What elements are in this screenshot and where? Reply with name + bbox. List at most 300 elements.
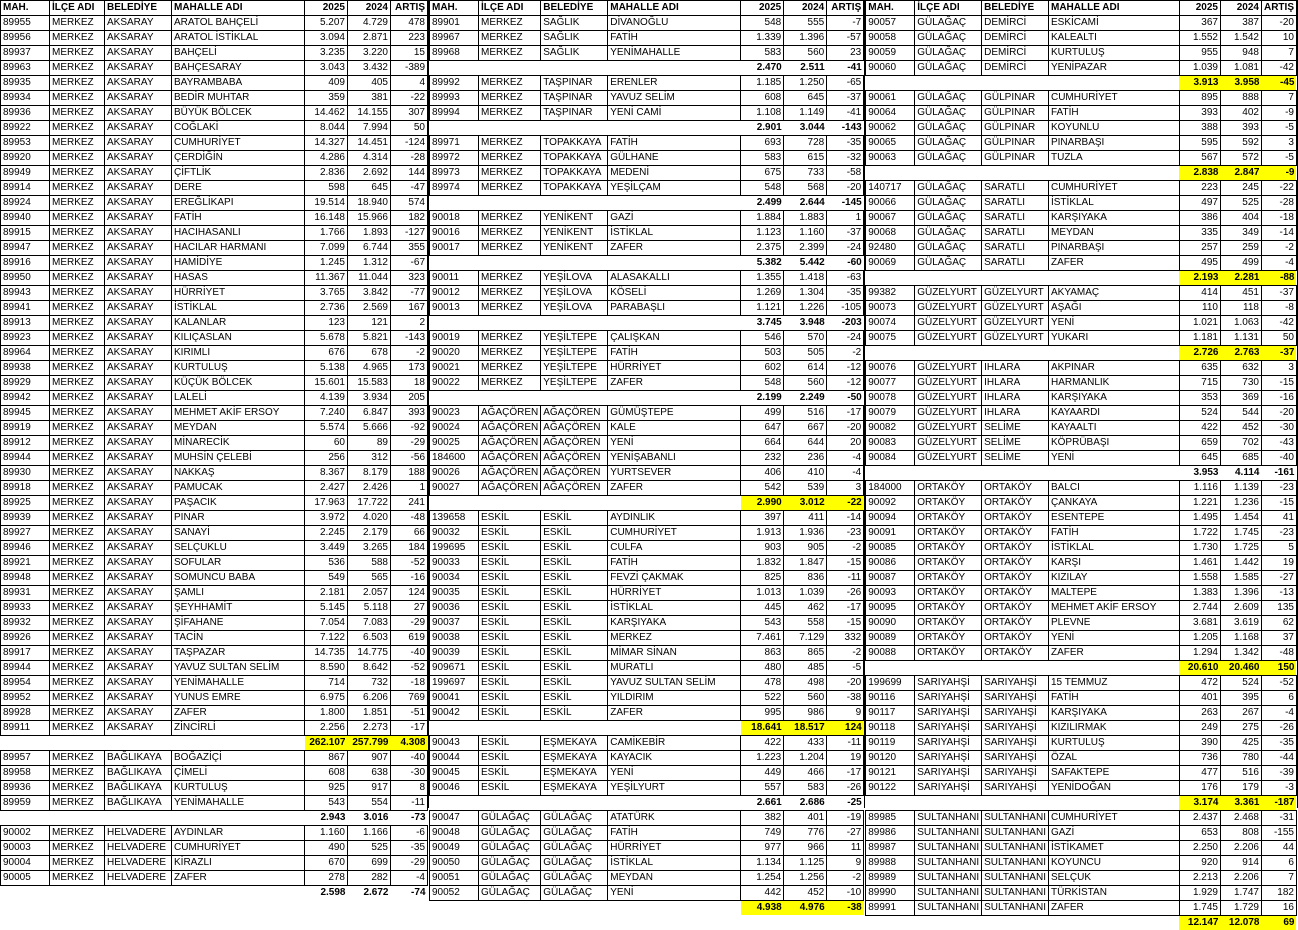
table-row[interactable] [430,331,864,346]
cell-belediye: AKSARAY [105,271,172,286]
table-row[interactable] [866,856,1297,871]
cell-mahalle: HARMANLIK [1048,376,1179,391]
cell-ilce: SARIYAHŞİ [915,766,982,781]
table-row[interactable] [866,256,1297,271]
table-row[interactable] [866,16,1297,31]
table-row[interactable] [430,361,864,376]
cell-mahalle: SELÇUKLU [172,541,305,556]
table-row[interactable] [430,451,864,466]
table-row[interactable] [866,301,1297,316]
table-row[interactable] [866,826,1297,841]
table-row[interactable] [866,121,1297,136]
cell-ilce: ORTAKÖY [915,541,982,556]
cell-mah: 89994 [430,106,479,121]
table-row[interactable] [430,91,864,106]
cell-2025: 1.254 [741,871,784,886]
cell-2025: 1.552 [1179,31,1220,46]
cell-mahalle: GÜMÜŞTEPE [608,406,741,421]
table-row[interactable] [430,541,864,556]
cell-artis: 11 [827,841,864,856]
table-row[interactable] [430,226,864,241]
cell-ilce: GÜZELYURT [915,361,982,376]
table-row[interactable] [430,586,864,601]
cell-artis: 205 [391,391,428,406]
cell-belediye: SULTANHANI [982,886,1049,901]
table-row[interactable] [1,571,428,586]
table-row[interactable] [430,166,864,181]
cell-2024: 1.747 [1220,886,1261,901]
table-row[interactable] [430,436,864,451]
table-row[interactable] [866,766,1297,781]
cell-ilce: SULTANHANI [915,841,982,856]
table-row[interactable] [1,76,428,91]
cell-mah: 89937 [1,46,50,61]
table-row[interactable] [430,691,864,706]
table-row[interactable] [430,631,864,646]
table-row[interactable] [866,196,1297,211]
spacer [430,796,479,811]
spacer [50,736,105,751]
cell-2025: 2.245 [305,526,348,541]
cell-belediye: ESKİL [541,586,608,601]
table-row[interactable] [866,286,1297,301]
table-row[interactable] [866,781,1297,796]
table-row[interactable] [1,421,428,436]
cell-2025: 2.213 [1179,871,1220,886]
header-artis: ARTIŞ [827,1,864,16]
table-row[interactable] [1,466,428,481]
table-row[interactable] [430,136,864,151]
table-row[interactable] [430,481,864,496]
cell-mah: 89923 [1,331,50,346]
cell-mah: 909671 [430,661,479,676]
cell-mah: 90068 [866,226,915,241]
table-row[interactable] [1,436,428,451]
cell-ilce: MERKEZ [50,211,105,226]
table-row[interactable] [1,376,428,391]
cell-artis: 619 [391,631,428,646]
table-row[interactable] [430,346,864,361]
table-row[interactable] [866,136,1297,151]
cell-belediye: AKSARAY [105,31,172,46]
table-row[interactable] [1,361,428,376]
table-row[interactable] [430,46,864,61]
cell-2025: 449 [741,766,784,781]
table-row[interactable] [866,811,1297,826]
subtotal-artis: -9 [1261,166,1296,181]
table-row[interactable] [430,706,864,721]
table-row[interactable] [1,16,428,31]
cell-2025: 257 [1179,241,1220,256]
cell-mah: 89939 [1,511,50,526]
cell-belediye: IHLARA [982,361,1049,376]
cell-mah: 90093 [866,586,915,601]
table-row[interactable] [1,781,428,796]
cell-belediye: TAŞPINAR [541,91,608,106]
cell-ilce: SULTANHANI [915,811,982,826]
table-row[interactable] [1,136,428,151]
table-row[interactable] [430,556,864,571]
table-row[interactable] [866,106,1297,121]
table-row[interactable] [430,766,864,781]
table-row[interactable] [430,676,864,691]
table-row[interactable] [866,91,1297,106]
table-row[interactable] [866,46,1297,61]
table-row[interactable] [1,91,428,106]
spacer [479,196,541,211]
spacer [1048,166,1179,181]
table-block-1 [0,0,428,900]
table-row[interactable] [1,526,428,541]
cell-artis: -35 [391,841,428,856]
table-row[interactable] [866,886,1297,901]
cell-2024: 118 [1220,301,1261,316]
table-row[interactable] [1,706,428,721]
table-row[interactable] [866,571,1297,586]
cell-belediye: HELVADERE [105,856,172,871]
table-row[interactable] [866,226,1297,241]
table-row[interactable] [1,541,428,556]
table-row[interactable] [1,766,428,781]
cell-artis: -92 [391,421,428,436]
table-row[interactable] [866,706,1297,721]
cell-2024: 3.220 [348,46,391,61]
table-row[interactable] [866,676,1297,691]
cell-mah: 90067 [866,211,915,226]
table-row[interactable] [1,406,428,421]
cell-2025: 1.730 [1179,541,1220,556]
cell-mahalle: HÜRRİYET [608,361,741,376]
cell-belediye: ESKİL [541,616,608,631]
table-row[interactable] [1,31,428,46]
table-row[interactable] [1,511,428,526]
cell-mah: 89944 [1,661,50,676]
table-row[interactable] [1,151,428,166]
table-row[interactable] [430,76,864,91]
table-row[interactable] [430,376,864,391]
cell-2024: 14.451 [348,136,391,151]
cell-ilce: MERKEZ [50,691,105,706]
table-row[interactable] [866,526,1297,541]
table-row[interactable] [430,871,864,886]
cell-ilce: ESKİL [479,676,541,691]
cell-2024: 1.342 [1220,646,1261,661]
spacer [608,721,741,736]
table-row[interactable] [866,631,1297,646]
table-row[interactable] [1,301,428,316]
table-row[interactable] [430,271,864,286]
cell-artis: -18 [1261,211,1296,226]
table-row[interactable] [430,286,864,301]
spacer [479,316,541,331]
cell-mahalle: FATİH [1048,106,1179,121]
table-row[interactable] [1,196,428,211]
spacer [866,661,915,676]
cell-mah: 90047 [430,811,479,826]
cell-ilce: ESKİL [479,571,541,586]
spacer [430,196,479,211]
table-row[interactable] [866,586,1297,601]
cell-ilce: MERKEZ [50,571,105,586]
table-row[interactable] [866,406,1297,421]
cell-belediye: GÜZELYURT [982,286,1049,301]
table-row[interactable] [430,241,864,256]
cell-2025: 1.021 [1179,316,1220,331]
cell-mahalle: KALEALTI [1048,31,1179,46]
cell-mahalle: MERKEZ [608,631,741,646]
cell-belediye: GÜLAĞAÇ [541,886,608,901]
spacer [541,901,608,916]
cell-2025: 19.514 [305,196,348,211]
table-row[interactable] [866,901,1297,916]
table-row[interactable] [1,346,428,361]
cell-ilce: MERKEZ [479,361,541,376]
cell-artis: -35 [1261,736,1296,751]
table-row[interactable] [866,556,1297,571]
table-row[interactable] [1,661,428,676]
table-row[interactable] [430,751,864,766]
cell-2024: 1.236 [1220,496,1261,511]
table-row[interactable] [1,826,428,841]
cell-belediye: ORTAKÖY [982,631,1049,646]
table-row[interactable] [1,796,428,811]
cell-mahalle: YENİ [1048,316,1179,331]
cell-artis: -40 [391,751,428,766]
table-row[interactable] [430,601,864,616]
table-row[interactable] [1,451,428,466]
table-row[interactable] [1,121,428,136]
table-row[interactable] [430,811,864,826]
table-row[interactable] [430,781,864,796]
cell-artis: 393 [391,406,428,421]
cell-2025: 1.221 [1179,496,1220,511]
cell-2025: 5.207 [305,16,348,31]
subtotal-2024: 4.976 [784,901,827,916]
cell-belediye: AKSARAY [105,91,172,106]
table-row[interactable] [430,151,864,166]
table-row[interactable] [1,166,428,181]
cell-mah: 89919 [1,421,50,436]
table-row[interactable] [430,31,864,46]
cell-2025: 123 [305,316,348,331]
cell-2024: 1.542 [1220,31,1261,46]
cell-ilce: MERKEZ [50,781,105,796]
table-row[interactable] [866,871,1297,886]
table-row[interactable] [1,241,428,256]
cell-mahalle: GÜLHANE [608,151,741,166]
subtotal-2025: 18.641 [741,721,784,736]
table-row[interactable] [1,646,428,661]
cell-belediye: AKSARAY [105,601,172,616]
table-row[interactable] [1,691,428,706]
cell-mah: 90063 [866,151,915,166]
cell-2024: 1.039 [784,586,827,601]
table-row[interactable] [430,841,864,856]
table-row[interactable] [866,751,1297,766]
cell-2025: 867 [305,751,348,766]
table-row[interactable] [430,646,864,661]
cell-mah: 90005 [1,871,50,886]
table-row[interactable] [1,856,428,871]
table-row[interactable] [866,541,1297,556]
table-row[interactable] [430,826,864,841]
table-row[interactable] [430,616,864,631]
table-row[interactable] [1,631,428,646]
table-row[interactable] [866,361,1297,376]
table-row[interactable] [1,391,428,406]
cell-2024: 644 [784,436,827,451]
cell-belediye: ESKİL [541,571,608,586]
cell-ilce: GÜZELYURT [915,316,982,331]
table-row[interactable] [1,61,428,76]
table-row[interactable] [1,601,428,616]
table-row[interactable] [430,511,864,526]
table-row[interactable] [1,181,428,196]
cell-ilce: AĞAÇÖREN [479,451,541,466]
cell-mahalle: KURTULUŞ [172,781,305,796]
spacer [430,901,479,916]
table-row[interactable] [430,661,864,676]
table-row[interactable] [1,106,428,121]
cell-mah: 90088 [866,646,915,661]
table-row[interactable] [430,526,864,541]
subtotal-2025: 2.901 [741,121,784,136]
table-row[interactable] [866,691,1297,706]
cell-mahalle: ÇANKAYA [1048,496,1179,511]
table-row[interactable] [866,616,1297,631]
cell-mahalle: PINARBAŞI [1048,241,1179,256]
table-row[interactable] [866,601,1297,616]
cell-belediye: AKSARAY [105,556,172,571]
table-row[interactable] [1,211,428,226]
table-row[interactable] [866,241,1297,256]
table-row[interactable] [866,316,1297,331]
table-row[interactable] [866,451,1297,466]
table-row[interactable] [866,331,1297,346]
table-row[interactable] [1,871,428,886]
cell-mah: 90041 [430,691,479,706]
cell-2024: 236 [784,451,827,466]
cell-2024: 914 [1220,856,1261,871]
cell-belediye: ORTAKÖY [982,541,1049,556]
table-row[interactable] [1,481,428,496]
cell-mahalle: ÇİFTLİK [172,166,305,181]
table-row[interactable] [866,376,1297,391]
cell-2024: 1.729 [1220,901,1261,916]
table-row[interactable] [430,16,864,31]
cell-mah: 90064 [866,106,915,121]
table-row[interactable] [1,256,428,271]
cell-ilce: MERKEZ [50,706,105,721]
table-row[interactable] [866,151,1297,166]
table-row[interactable] [430,571,864,586]
spacer [866,166,915,181]
cell-mahalle: BEDİR MUHTAR [172,91,305,106]
table-row[interactable] [866,61,1297,76]
header-belediye: BELEDİYE [982,1,1049,16]
table-row[interactable] [1,46,428,61]
table-row[interactable] [430,466,864,481]
table-row[interactable] [1,316,428,331]
cell-2024: 1.442 [1220,556,1261,571]
table-row[interactable] [1,616,428,631]
table-row[interactable] [866,496,1297,511]
table-row[interactable] [866,31,1297,46]
table-row[interactable] [1,721,428,736]
cell-mah: 89955 [1,16,50,31]
table-row[interactable] [866,181,1297,196]
spacer [608,316,741,331]
table-row[interactable] [430,736,864,751]
header-mahalle: MAHALLE ADI [608,1,741,16]
cell-belediye: GÜLPINAR [982,151,1049,166]
cell-mah: 90058 [866,31,915,46]
cell-2025: 546 [741,331,784,346]
spacer [1,736,50,751]
subtotal-2025: 12.147 [1179,916,1220,930]
table-row[interactable] [430,211,864,226]
table-row[interactable] [430,301,864,316]
cell-belediye: GÜZELYURT [982,331,1049,346]
table-row[interactable] [866,646,1297,661]
table-row[interactable] [866,421,1297,436]
table-row[interactable] [866,211,1297,226]
table-row[interactable] [866,391,1297,406]
cell-artis: 10 [1261,31,1296,46]
cell-mah: 90095 [866,601,915,616]
cell-artis: -14 [1261,226,1296,241]
table-row[interactable] [866,736,1297,751]
table-row[interactable] [430,181,864,196]
cell-mahalle: BÜYÜK BÖLCEK [172,106,305,121]
cell-mah: 89968 [430,46,479,61]
table-row[interactable] [430,886,864,901]
table-row[interactable] [866,481,1297,496]
cell-ilce: ESKİL [479,631,541,646]
table-row[interactable] [866,436,1297,451]
cell-mah: 90013 [430,301,479,316]
table-row[interactable] [430,421,864,436]
cell-artis: -15 [1261,376,1296,391]
cell-ilce: MERKEZ [50,16,105,31]
table-row[interactable] [430,106,864,121]
cell-ilce: AĞAÇÖREN [479,466,541,481]
cell-belediye: SULTANHANI [982,826,1049,841]
table-row[interactable] [1,496,428,511]
table-row[interactable] [1,676,428,691]
table-row[interactable] [1,751,428,766]
table-row[interactable] [1,226,428,241]
table-row[interactable] [1,286,428,301]
table-row[interactable] [866,841,1297,856]
cell-ilce: ESKİL [479,766,541,781]
table-row[interactable] [866,721,1297,736]
table-row[interactable] [1,331,428,346]
table-row[interactable] [1,841,428,856]
cell-mah: 89988 [866,856,915,871]
table-row[interactable] [1,586,428,601]
table-row[interactable] [1,271,428,286]
cell-artis: 6 [1261,856,1296,871]
table-row[interactable] [866,511,1297,526]
table-row[interactable] [430,406,864,421]
subtotal-artis: -73 [391,811,428,826]
table-row[interactable] [430,856,864,871]
table-row[interactable] [1,556,428,571]
cell-mahalle: PAŞACIK [172,496,305,511]
cell-artis: 2 [391,316,428,331]
cell-mah: 90032 [430,526,479,541]
